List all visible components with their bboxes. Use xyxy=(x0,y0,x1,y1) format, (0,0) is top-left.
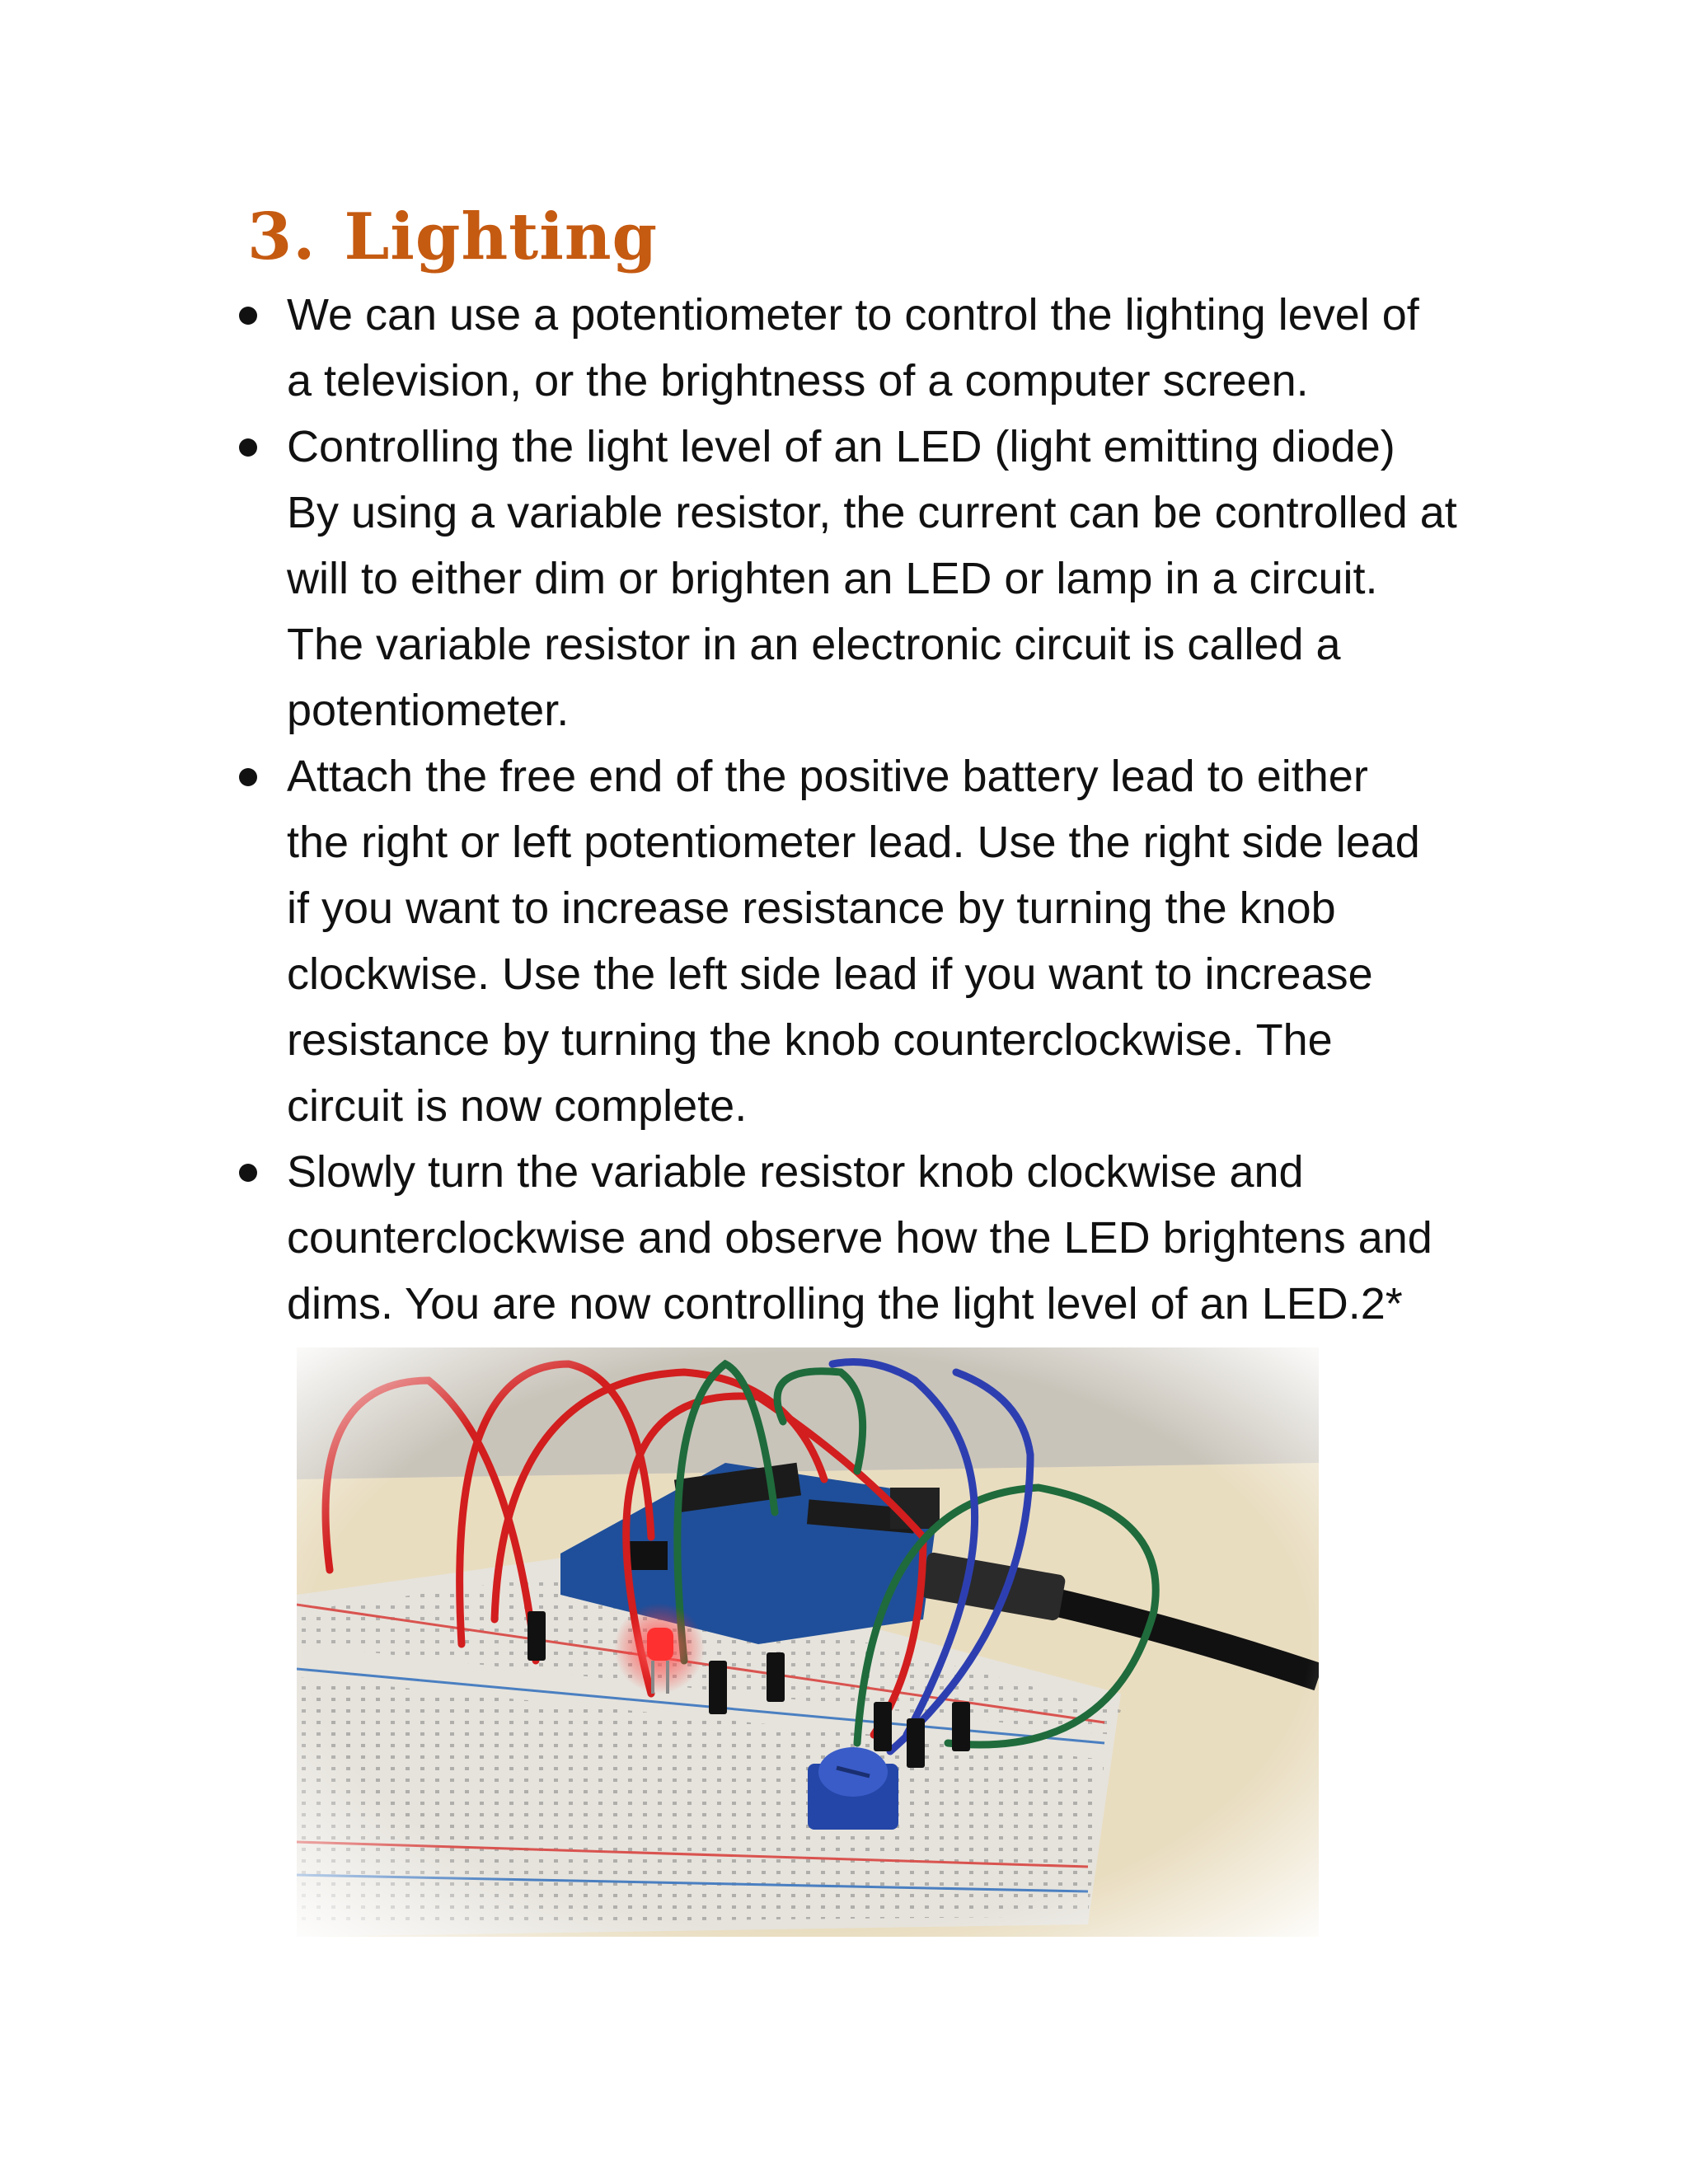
list-item-line: clockwise. Use the left side lead if you want to increase xyxy=(287,949,1373,999)
list-item-line: By using a variable resistor, the current can be controlled at xyxy=(287,488,1457,537)
section-title: Lighting xyxy=(344,199,659,274)
list-item-line: potentiometer. xyxy=(287,686,570,735)
bullet-icon xyxy=(239,1164,257,1182)
list-item xyxy=(231,1139,1500,1337)
bullet-icon xyxy=(239,438,257,457)
list-item-line: the right or left potentiometer lead. Use the right side lead xyxy=(287,818,1420,867)
list-item-line: dims. You are now controlling the light level of an LED.2* xyxy=(287,1279,1403,1329)
list-item-line: will to either dim or brighten an LED or lamp in a circuit. xyxy=(287,554,1378,603)
list-item xyxy=(231,743,1500,1139)
list-item-line: circuit is now complete. xyxy=(287,1081,748,1131)
list-item xyxy=(231,414,1500,743)
list-item-line: Attach the free end of the positive battery lead to either xyxy=(287,752,1368,801)
list-item-line: Slowly turn the variable resistor knob clockwise and xyxy=(287,1147,1304,1197)
list-item-line: a television, or the brightness of a computer screen. xyxy=(287,356,1309,405)
section-number: 3. xyxy=(247,199,316,274)
bullet-icon xyxy=(239,768,257,786)
list-item-line: Controlling the light level of an LED (light emitting diode) xyxy=(287,422,1395,471)
section-heading xyxy=(247,196,658,279)
bullet-list xyxy=(231,282,1500,1337)
list-item-line: resistance by turning the knob counterclockwise. The xyxy=(287,1015,1333,1065)
list-item-line: The variable resistor in an electronic circuit is called a xyxy=(287,620,1341,669)
list-item xyxy=(231,282,1500,414)
list-item-line: counterclockwise and observe how the LED brightens and xyxy=(287,1213,1432,1263)
photo-vignette xyxy=(297,1347,1319,1937)
circuit-illustration xyxy=(297,1347,1319,1937)
list-item-line: We can use a potentiometer to control the lighting level of xyxy=(287,290,1419,340)
list-item-line: if you want to increase resistance by turning the knob xyxy=(287,883,1336,933)
bullet-icon xyxy=(239,307,257,325)
circuit-photo xyxy=(297,1347,1319,1937)
